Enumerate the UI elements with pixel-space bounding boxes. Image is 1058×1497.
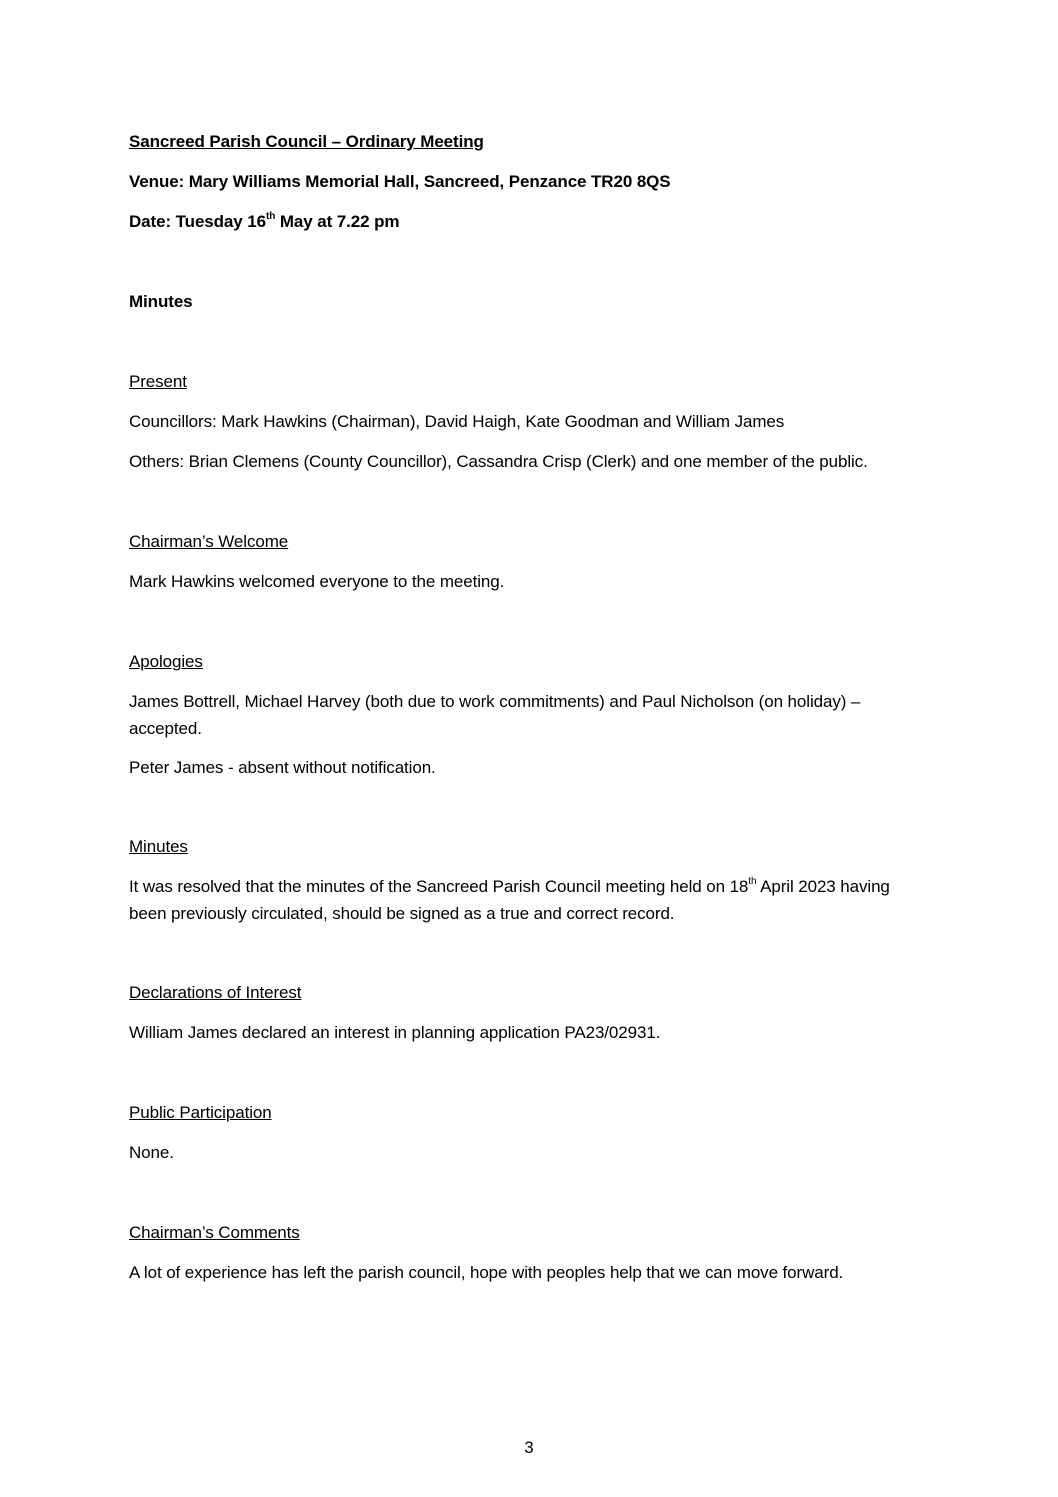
section-heading-comments: Chairman’s Comments: [129, 1223, 300, 1242]
minutes-text-1: It was resolved that the minutes of the Sancreed Parish Council meeting held on 18th April 2023 having: [129, 876, 890, 896]
page-number: 3: [524, 1438, 534, 1457]
section-heading-welcome: Chairman’s Welcome: [129, 532, 289, 551]
apologies-text-3: Peter James - absent without notification.: [129, 758, 436, 777]
public-text: None.: [129, 1143, 174, 1162]
section-heading-public: Public Participation: [129, 1103, 272, 1122]
apologies-text-2: accepted.: [129, 719, 202, 738]
section-heading-apologies: Apologies: [129, 652, 203, 671]
section-heading-minutes: Minutes: [129, 837, 188, 856]
doc-label: Minutes: [129, 292, 193, 311]
minutes-text-2: been previously circulated, should be signed as a true and correct record.: [129, 904, 675, 923]
meeting-venue: Venue: Mary Williams Memorial Hall, Sancreed, Penzance TR20 8QS: [129, 172, 671, 191]
section-heading-present: Present: [129, 372, 187, 391]
section-heading-interest: Declarations of Interest: [129, 983, 302, 1002]
interest-text: William James declared an interest in planning application PA23/02931.: [129, 1023, 661, 1042]
present-others: Others: Brian Clemens (County Councillor), Cassandra Crisp (Clerk) and one member of the public.: [129, 452, 868, 471]
meeting-date: Date: Tuesday 16th May at 7.22 pm: [129, 211, 400, 231]
present-councillors: Councillors: Mark Hawkins (Chairman), David Haigh, Kate Goodman and William James: [129, 412, 785, 431]
meeting-title: Sancreed Parish Council – Ordinary Meeting: [129, 132, 484, 151]
comments-text: A lot of experience has left the parish council, hope with peoples help that we can move forward.: [129, 1263, 844, 1282]
welcome-text: Mark Hawkins welcomed everyone to the meeting.: [129, 572, 505, 591]
apologies-text-1: James Bottrell, Michael Harvey (both due to work commitments) and Paul Nicholson (on holiday) –: [129, 692, 861, 711]
